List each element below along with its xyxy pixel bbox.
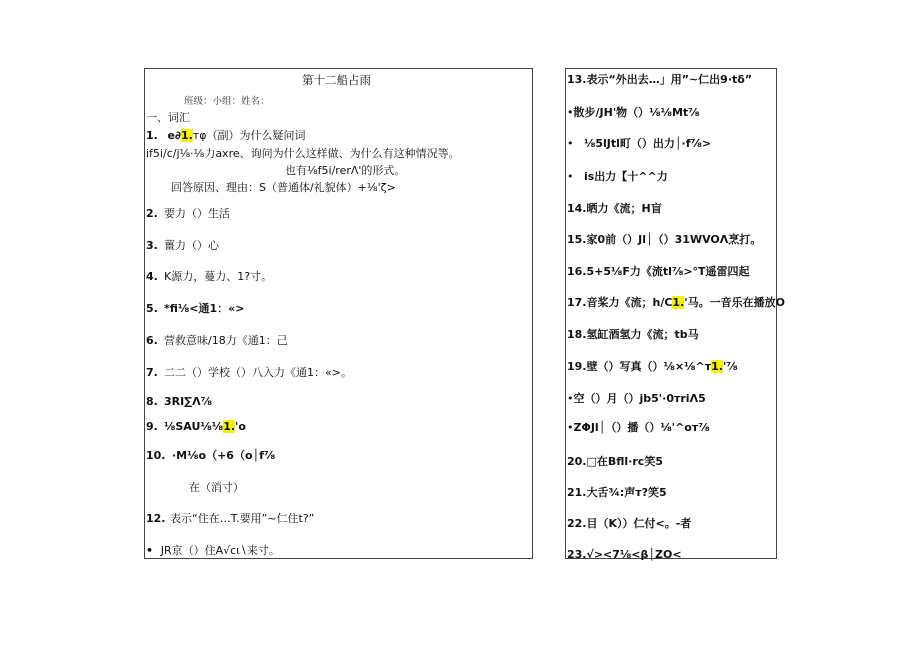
list-item-3	[146, 239, 219, 253]
highlight-mark: 1.	[672, 296, 685, 309]
item-text-post: 'o	[235, 420, 246, 433]
item-text: 表示“外出去…」用”~仁出9·tδ”	[586, 73, 753, 86]
item-number: 6.	[146, 334, 158, 347]
item-number: 8.	[146, 395, 158, 408]
list-item-16	[567, 265, 750, 279]
item-text: 二二（）学校（）八入力《通1：«>。	[164, 366, 352, 379]
bullet-dot: •	[146, 544, 161, 557]
item-text-post: '马。一音乐在播放O	[684, 296, 785, 309]
list-item-22	[567, 517, 691, 531]
item-text: ZΦJl│（）播（）⅛'^oт⅞	[573, 421, 710, 434]
item-text: 空（）月（）jb5'·0тriΛ5	[573, 392, 706, 405]
item-number: 10.	[146, 449, 166, 462]
bullet-dot: •	[567, 421, 574, 434]
item-text: is出力【十^^力	[583, 170, 668, 183]
item-number: 9.	[146, 420, 158, 433]
bullet-item	[567, 106, 700, 120]
bullet-dot: •	[567, 392, 574, 405]
bullet-item	[567, 137, 711, 151]
list-item-20	[567, 455, 663, 469]
list-item-9	[146, 420, 246, 434]
item-text: ⅛5lJtl町（）出力│·f⅞>	[583, 137, 712, 150]
list-item-2	[146, 207, 230, 221]
item-text: JR京（）住A√cι∖来寸。	[160, 544, 280, 557]
item-number: 4.	[146, 270, 158, 283]
list-item-10	[146, 449, 275, 463]
list-item-12	[146, 512, 314, 526]
list-item-14	[567, 202, 662, 216]
item-text: 晒力《流；H盲	[586, 202, 662, 215]
item-text: 大舌¾:声т?笑5	[586, 486, 667, 499]
item-number: 2.	[146, 207, 158, 220]
item-number: 5.	[146, 302, 158, 315]
bullet-item	[146, 544, 280, 558]
item-text: 表示“住在…T.要用”~仁住t?”	[170, 512, 315, 525]
item-text-pre: ⅛SAU⅛⅛	[164, 420, 224, 433]
item-number: 18.	[567, 328, 587, 341]
page-title: 第十二船占雨	[302, 73, 371, 87]
list-item-8	[146, 395, 212, 409]
list-item-1	[146, 129, 305, 143]
list-item-17	[567, 296, 785, 310]
item-text: K源力，蔓力、1?寸。	[164, 270, 273, 283]
item-text-pre: e∂	[167, 129, 181, 142]
bullet-item	[567, 392, 706, 406]
item-text: 目（K））仁付<。-者	[586, 517, 692, 530]
item-text: ·M⅛o（+6（o│f⅞	[172, 449, 276, 462]
item-text: 5+5⅛F力《流tl⅞>°T遥雷四起	[586, 265, 750, 278]
item-text: 家0前（）Jl│（）31WVOΛ烹打。	[586, 233, 762, 246]
list-item-4	[146, 270, 272, 284]
item-text: √><7⅛<β│ZO<	[586, 548, 682, 561]
list-item-11: 在（消寸）	[189, 481, 244, 494]
item-number: 23.	[567, 548, 587, 561]
highlight-mark: 1.	[223, 420, 236, 433]
item-number: 16.	[567, 265, 587, 278]
item-number: 7.	[146, 366, 158, 379]
list-item-13	[567, 73, 752, 87]
list-item-21	[567, 486, 667, 500]
explanation-line-c: 回答原因、理由：S（普通体/礼貌体）+⅛'ζ>	[171, 181, 396, 194]
explanation-line-a: if5i∕c∕j⅛·⅛力axre、询问为什么这样做、为什么有这种情况等。	[146, 147, 460, 160]
item-text: 氢缸酒氢力《流；tb马	[586, 328, 699, 341]
item-number: 17.	[567, 296, 587, 309]
bullet-item	[567, 421, 710, 435]
bullet-dot: •	[567, 137, 584, 150]
item-number: 20.	[567, 455, 587, 468]
bullet-dot: •	[567, 106, 574, 119]
list-item-18	[567, 328, 699, 342]
item-number: 1.	[146, 129, 158, 142]
item-text-pre: 壁（）写真（）⅛×⅛^т	[586, 360, 712, 373]
highlight-mark: 1.	[180, 129, 193, 142]
list-item-6	[146, 334, 288, 348]
item-number: 15.	[567, 233, 587, 246]
item-text-post: '⅞	[722, 360, 738, 373]
item-text: 要力（）生活	[164, 207, 230, 220]
item-number: 3.	[146, 239, 158, 252]
list-item-23	[567, 548, 682, 562]
item-text: 营救意味/18力《通1：己	[164, 334, 288, 347]
item-number: 13.	[567, 73, 587, 86]
list-item-7	[146, 366, 352, 380]
item-text: □在Bfll·rc笑5	[586, 455, 663, 468]
item-text: 散步/JH'物（）⅛⅛Mt⅞	[573, 106, 700, 119]
item-number: 14.	[567, 202, 587, 215]
explanation-line-b: 也有⅛f5i∕rerΛ'的形式。	[285, 164, 406, 177]
item-number: 19.	[567, 360, 587, 373]
item-text-pre: 音桨力《流；h∕C	[586, 296, 673, 309]
section-heading-vocab: 一、词汇	[146, 111, 190, 124]
item-number: 12.	[146, 512, 166, 525]
class-info-line: 班级：小组：姓名：	[184, 96, 270, 107]
item-number: 21.	[567, 486, 587, 499]
list-item-5	[146, 302, 245, 316]
item-text: 3RI∑Λ⅞	[164, 395, 213, 408]
highlight-mark: 1.	[711, 360, 723, 373]
item-number: 22.	[567, 517, 587, 530]
item-text: *fi⅛<通1：«>	[164, 302, 245, 315]
bullet-item	[567, 170, 668, 184]
item-text-post: тφ（副）为什么疑问词	[192, 129, 306, 142]
list-item-19	[567, 360, 738, 374]
list-item-15	[567, 233, 761, 247]
bullet-dot: •	[567, 170, 584, 183]
item-text: 薑力（）心	[164, 239, 219, 252]
